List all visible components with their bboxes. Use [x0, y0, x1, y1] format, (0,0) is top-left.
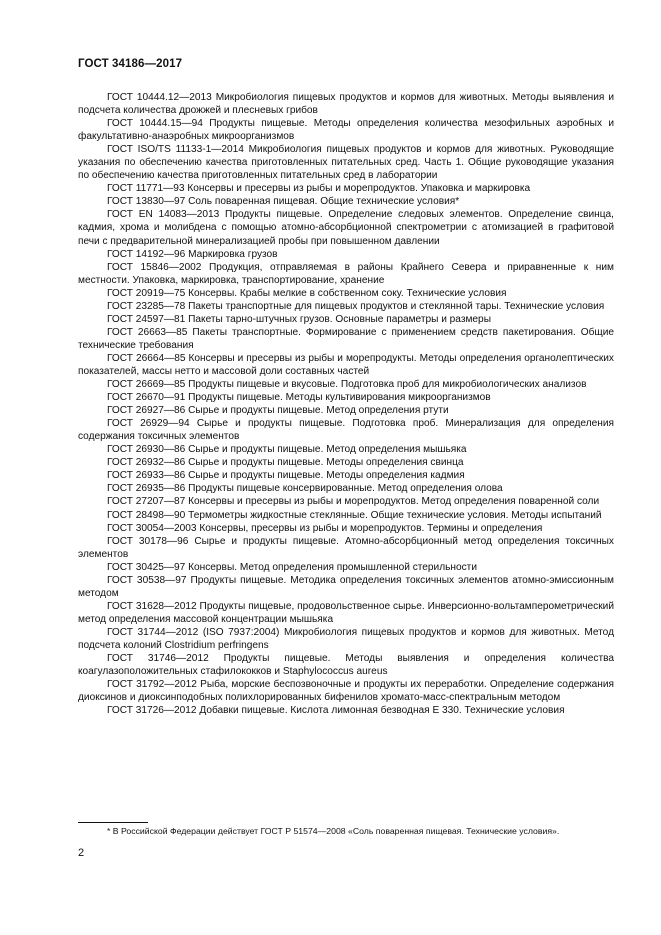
footnote-divider — [78, 822, 148, 823]
reference-item: ГОСТ 10444.12—2013 Микробиология пищевых продуктов и кормов для животных. Методы выявления и подсчета количества дрожжей и плесневых грибов — [78, 92, 614, 117]
normative-references-list — [78, 91, 614, 717]
reference-item: ГОСТ 26930—86 Сырье и продукты пищевые. Метод определения мышьяка — [107, 444, 467, 456]
reference-item: ГОСТ 30538—97 Продукты пищевые. Методика определения токсичных элементов атомно-эмиссионным методом — [78, 574, 614, 599]
reference-item: ГОСТ 15846—2002 Продукция, отправляемая в районы Крайнего Севера и приравненные к ним местности. Упаковка, маркировка, транспортирование, хранение — [78, 261, 614, 286]
page-header-standard: ГОСТ 34186—2017 — [78, 58, 183, 70]
reference-item: ГОСТ 30054—2003 Консервы, пресервы из рыбы и морепродуктов. Термины и определения — [107, 522, 543, 534]
reference-item: ГОСТ 31744—2012 (ISO 7937:2004) Микробиология пищевых продуктов и кормов для животных. Метод подсчета колоний Clostridium perfringens — [78, 626, 614, 651]
reference-item: ГОСТ 20919—75 Консервы. Крабы мелкие в собственном соку. Технические условия — [107, 287, 507, 299]
page-number: 2 — [78, 847, 85, 859]
reference-item: ГОСТ 31746—2012 Продукты пищевые. Методы выявления и определения количества коагулазоположительных стафилококков и Staphylococcus aureus — [78, 653, 614, 678]
reference-item: ГОСТ 28498—90 Термометры жидкостные стеклянные. Общие технические условия. Методы испытаний — [107, 509, 602, 521]
reference-item: ГОСТ ISO/TS 11133-1—2014 Микробиология пищевых продуктов и кормов для животных. Руководящие указания по обеспечению качества приготовленных питательных сред. Часть 1. Общие руководящие указания по обеспечению качества приготовленных питательных сред в лаборатории — [78, 144, 614, 182]
reference-item: ГОСТ 26670—91 Продукты пищевые. Методы культивирования микроорганизмов — [107, 392, 491, 404]
reference-item: ГОСТ 26933—86 Сырье и продукты пищевые. Методы определения кадмия — [107, 470, 465, 482]
reference-item: ГОСТ 26663—85 Пакеты транспортные. Формирование с применением средств пакетирования. Общие технические требования — [78, 326, 614, 351]
footnote: * В Российской Федерации действует ГОСТ Р 51574—2008 «Соль поваренная пищевая. Технические условия». — [107, 826, 560, 836]
reference-item: ГОСТ 31792—2012 Рыба, морские беспозвоночные и продукты их переработки. Определение содержания диоксинов и диоксинподобных полихлорированных бифенилов хромато-масс-спектральным методом — [78, 679, 614, 704]
reference-item: ГОСТ 26927—86 Сырье и продукты пищевые. Метод определения ртути — [107, 405, 449, 417]
reference-item: ГОСТ 26929—94 Сырье и продукты пищевые. Подготовка проб. Минерализация для определения содержания токсичных элементов — [78, 418, 614, 443]
reference-item: ГОСТ 26932—86 Сырье и продукты пищевые. Методы определения свинца — [107, 457, 464, 469]
reference-item: ГОСТ 14192—96 Маркировка грузов — [107, 248, 278, 260]
reference-item: ГОСТ 27207—87 Консервы и пресервы из рыбы и морепродуктов. Метод определения поваренной соли — [107, 496, 600, 508]
reference-item: ГОСТ 24597—81 Пакеты тарно-штучных грузов. Основные параметры и размеры — [107, 313, 491, 325]
reference-item: ГОСТ 13830—97 Соль поваренная пищевая. Общие технические условия* — [107, 196, 460, 208]
reference-item: ГОСТ 11771—93 Консервы и пресервы из рыбы и морепродуктов. Упаковка и маркировка — [107, 183, 531, 195]
reference-item: ГОСТ 30425—97 Консервы. Метод определения промышленной стерильности — [107, 561, 477, 573]
reference-item: ГОСТ 31726—2012 Добавки пищевые. Кислота лимонная безводная Е 330. Технические условия — [107, 705, 565, 717]
reference-item: ГОСТ 26935—86 Продукты пищевые консервированные. Метод определения олова — [107, 483, 503, 495]
reference-item: ГОСТ 10444.15—94 Продукты пищевые. Методы определения количества мезофильных аэробных и факультативно-анаэробных микроорганизмов — [78, 118, 614, 143]
reference-item: ГОСТ 30178—96 Сырье и продукты пищевые. Атомно-абсорбционный метод определения токсичных элементов — [78, 535, 614, 560]
reference-item: ГОСТ 31628—2012 Продукты пищевые, продовольственное сырье. Инверсионно-вольтамперометрический метод определения массовой концентрации мышьяка — [78, 600, 614, 625]
reference-item: ГОСТ 26664—85 Консервы и пресервы из рыбы и морепродукты. Методы определения органолептических показателей, массы нетто и массовой доли составных частей — [78, 352, 614, 377]
reference-item: ГОСТ 23285—78 Пакеты транспортные для пищевых продуктов и стеклянной тары. Технические условия — [107, 300, 605, 312]
reference-item: ГОСТ 26669—85 Продукты пищевые и вкусовые. Подготовка проб для микробиологических анализов — [107, 379, 587, 391]
reference-item: ГОСТ EN 14083—2013 Продукты пищевые. Определение следовых элементов. Определение свинца, кадмия, хрома и молибдена с помощью атомно-абсорбционной спектрометрии с атомизацией в графитовой печи с предварительной минерализацией пробы при повышенном давлении — [78, 209, 614, 247]
